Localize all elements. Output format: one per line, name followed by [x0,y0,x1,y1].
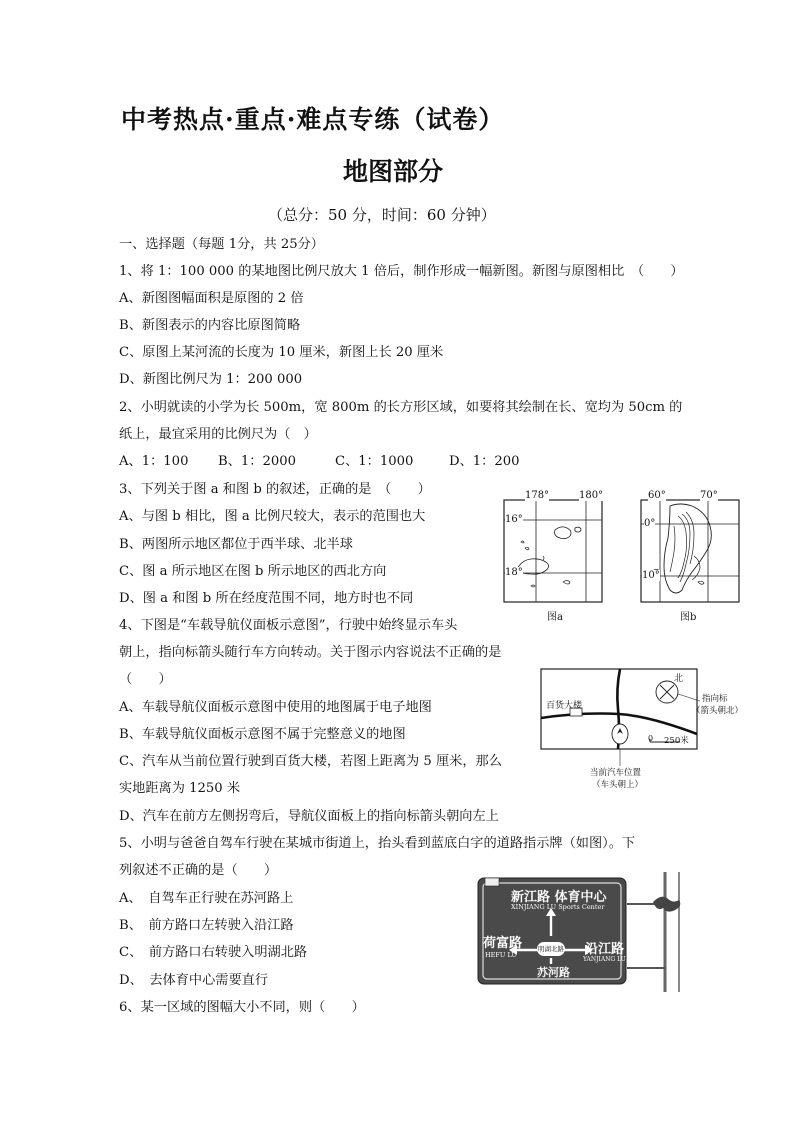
map-a [503,490,604,623]
q5-option-a: A、 自驾车正行驶在苏河路上 [119,891,294,906]
sign-left-cn: 荷富路 [483,936,523,951]
map-a-lon2: 180° [579,490,604,501]
map-a-lon1: 178° [525,490,550,501]
nav-pointer-label: 指向标 [702,694,728,704]
sign-top-en: XINJIANG LU Sports Center [511,903,605,911]
q1-option-c: C、原图上某河流的长度为 10 厘米，新图上长 20 厘米 [119,345,444,360]
map-b-lon2: 70° [700,490,718,501]
q1-option-d: D、新图比例尺为 1：200 000 [119,372,303,387]
score-info: （总分：50 分，时间：60 分钟） [268,206,496,224]
q4-stem-line2: 朝上，指向标箭头随行车方向转动。关于图示内容说法不正确的是 [119,645,502,660]
nav-scale-label: 250米 [664,736,689,746]
q1-option-a: A、新图图幅面积是原图的 2 倍 [119,291,304,306]
map-b-lat2: 10° [642,570,660,581]
map-b-graphic [640,496,740,604]
nav-car-label: 当前汽车位置 [590,768,642,778]
q4-option-c-line2: 实地距离为 1250 米 [119,781,241,796]
q2-option-d: D、1：200 [449,454,520,469]
q6-stem: 6、某一区域的图幅大小不同，则（ ） [119,1000,365,1015]
q4-stem-line1: 4、下图是“车载导航仪面板示意图”，行驶中始终显示车头 [119,618,458,633]
nav-panel-figure [540,668,744,790]
q2-stem-line2: 纸上，最宜采用的比例尺为（ ） [119,427,317,442]
section-heading: 一、选择题（每题 1分，共 25分） [119,237,324,252]
map-b-caption: 图b [680,612,697,623]
map-b [640,490,740,623]
nav-store-label: 百货大楼 [546,701,583,711]
map-a-lat2: 18° [505,567,523,578]
road-sign-figure [475,872,695,992]
q5-stem-line2: 列叙述不正确的是（ ） [119,863,278,878]
nav-car-note: （车头朝上） [592,780,644,790]
q4-option-c-line1: C、汽车从当前位置行驶到百货大楼，若图上距离为 5 厘米，那么 [119,754,502,769]
q2-option-a: A、1：100 [119,454,189,469]
sign-bottom-cn: 苏河路 [537,966,570,979]
q3-option-d: D、图 a 和图 b 所在经度范围不同，地方时也不同 [119,591,414,606]
map-a-caption: 图a [547,612,563,623]
map-a-graphic [503,496,603,604]
q4-option-d: D、汽车在前方左侧拐弯后，导航仪面板上的指向标箭头朝向左上 [119,809,499,824]
section-subtitle: 地图部分 [343,157,444,186]
exam-title: 中考热点·重点·难点专练（试卷） [121,105,505,134]
q2-stem-line1: 2、小明就读的小学为长 500m，宽 800m 的长方形区域，如要将其绘制在长、宽均为 50cm 的 [119,400,683,415]
q2-option-b: B、1：2000 [218,454,297,469]
map-b-lon1: 60° [648,490,666,501]
map-b-lat1: 0° [644,518,656,529]
sign-top-cn: 新江路 体育中心 [511,890,607,905]
q5-option-b: B、 前方路口左转驶入沿江路 [119,918,294,933]
q4-stem-line3: （ ） [119,672,172,687]
q5-option-c: C、 前方路口右转驶入明湖北路 [119,945,308,960]
q2-option-c: C、1：1000 [335,454,414,469]
sign-right-en: YANJIANG LU [583,956,626,963]
q4-option-a: A、车载导航仪面板示意图中使用的地图属于电子地图 [119,700,432,715]
q3-option-a: A、与图 b 相比，图 a 比例尺较大，表示的范围也大 [119,509,426,524]
q3-stem: 3、下列关于图 a 和图 b 的叙述，正确的是 （ ） [119,482,431,497]
q3-option-b: B、两图所示地区都位于西半球、北半球 [119,537,353,552]
map-a-lat1: 16° [505,514,523,525]
sign-left-en: HEFU LU [485,951,517,959]
q3-option-c: C、图 a 所示地区在图 b 所示地区的西北方向 [119,564,387,579]
q4-option-b: B、车载导航仪面板示意图不属于完整意义的地图 [119,727,406,742]
q1-option-b: B、新图表示的内容比原图简略 [119,318,301,333]
nav-scale-zero: 0 [648,734,654,743]
q5-option-d: D、 去体育中心需要直行 [119,973,269,988]
nav-north-label: 北 [674,674,684,684]
q1-stem: 1、将 1：100 000 的某地图比例尺放大 1 倍后，制作形成一幅新图。新图与原图相比 （ ） [119,264,684,279]
q5-stem-line1: 5、小明与爸爸自驾车行驶在某城市街道上，抬头看到蓝底白字的道路指示牌（如图）。下 [119,836,636,851]
nav-pointer-note: （箭头朝北） [692,706,744,716]
sign-right-cn: 沿江路 [585,942,625,957]
sign-center-road: 明湖北路 [538,945,564,953]
